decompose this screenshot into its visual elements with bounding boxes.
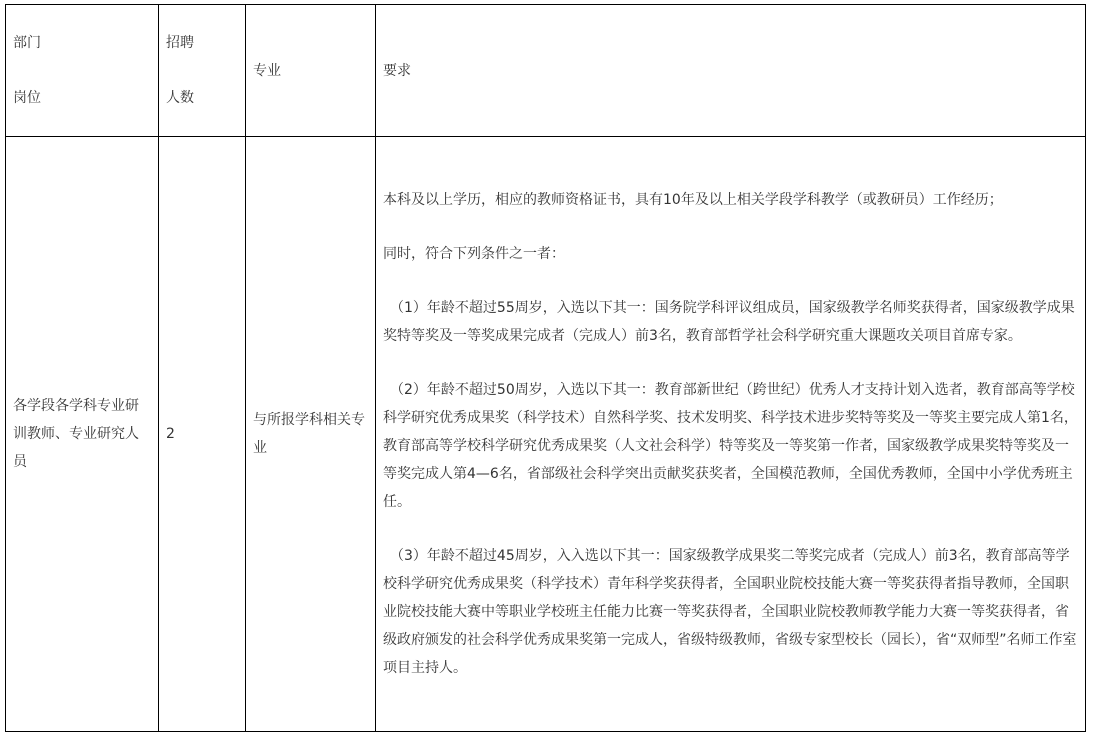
header-major: 专业 [246,5,376,137]
header-row [6,5,1086,137]
header-requirements: 要求 [376,5,1086,137]
header-dept-label: 部门 [13,35,41,51]
header-dept-position [6,5,159,137]
req-item-2: （2）年龄不超过50周岁，入选以下其一：教育部新世纪（跨世纪）优秀人才支持计划入选者，教育部高等学校科学研究优秀成果奖（科学技术）自然科学奖、技术发明奖、科学技术进步奖特等奖及一等奖主要完成人第1名，教育部高等学校科学研究优秀成果奖（人文社会科学）特等奖及一等奖第一作者，国家级教学成果奖特等奖及一等奖完成人第4—6名，省部级社会科学突出贡献奖获奖者，全国模范教师，全国优秀教师，全国中小学优秀班主任。 [383,382,1078,510]
cell-major: 与所报学科相关专业 [246,137,376,732]
req-item-1: （1）年龄不超过55周岁，入选以下其一：国务院学科评议组成员，国家级教学名师奖获得者，国家级教学成果奖特等奖及一等奖成果完成者（完成人）前3名，教育部哲学社会科学研究重大课题攻关项目首席专家。 [383,300,1075,344]
table-row [6,137,1086,732]
header-count [159,5,246,137]
cell-count: 2 [159,137,246,732]
req-item-3: （3）年龄不超过45周岁，入入选以下其一：国家级教学成果奖二等奖完成者（完成人）前3名，教育部高等学校科学研究优秀成果奖（科学技术）青年科学奖获得者，全国职业院校技能大赛一等奖获得者指导教师，全国职业院校技能大赛中等职业学校班主任能力比赛一等奖获得者，全国职业院校教师教学能力大赛一等奖获得者，省级政府颁发的社会科学优秀成果奖第一完成人，省级特级教师，省级专家型校长（园长），省“双师型”名师工作室项目主持人。 [383,548,1077,676]
cell-requirements [376,137,1086,732]
cell-position: 各学段各学科专业研训教师、专业研究人员 [6,137,159,732]
header-count-line2: 人数 [166,90,194,106]
req-also: 同时，符合下列条件之一者： [383,246,565,262]
header-position-label: 岗位 [13,90,41,106]
req-intro: 本科及以上学历，相应的教师资格证书，具有10年及以上相关学段学科教学（或教研员）工作经历； [383,192,1003,208]
recruitment-table [5,4,1086,732]
header-count-line1: 招聘 [166,35,194,51]
